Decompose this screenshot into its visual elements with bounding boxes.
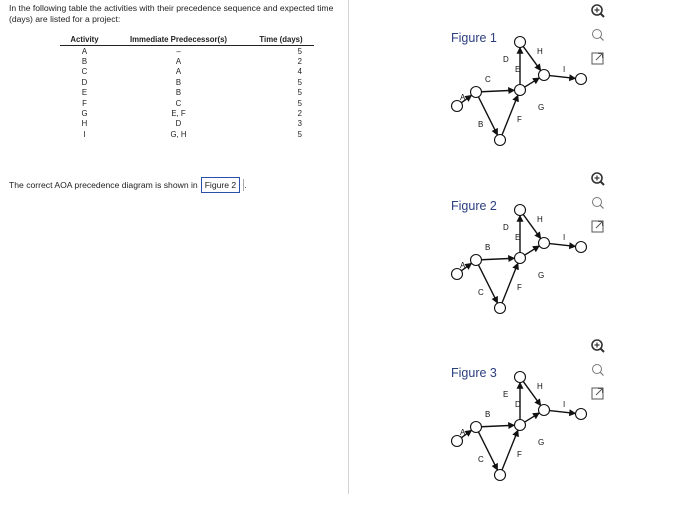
activity-table (60, 34, 314, 140)
table-row (60, 67, 314, 77)
activity-arrow (549, 244, 575, 247)
figure-title: Figure 1 (451, 31, 497, 45)
header-activity: Activity (60, 34, 109, 46)
activity-arrow (478, 97, 497, 135)
cell-activity: E (81, 88, 88, 98)
table-row (60, 77, 314, 87)
activity-label: A (460, 261, 466, 270)
zoom-out-icon[interactable] (587, 361, 609, 379)
activity-arrow (481, 425, 514, 427)
cell-predecessor: A (175, 57, 182, 67)
event-node (576, 74, 587, 85)
event-node (471, 422, 482, 433)
activity-label: H (537, 215, 543, 224)
cell-predecessor: C (175, 98, 182, 108)
cell-predecessor: D (175, 119, 182, 129)
cell-activity: I (83, 129, 86, 139)
activity-arrow (525, 246, 540, 255)
cell-activity: D (81, 77, 88, 87)
activity-label: A (460, 93, 466, 102)
activity-label: F (517, 115, 522, 124)
aoa-diagram (445, 363, 595, 493)
activity-label: G (538, 103, 545, 112)
zoom-out-icon[interactable] (587, 194, 609, 212)
activity-label: C (478, 288, 484, 297)
zoom-in-icon[interactable] (587, 2, 609, 20)
activity-label: I (563, 233, 566, 242)
event-node (539, 238, 550, 249)
activity-label: E (503, 390, 509, 399)
event-node (515, 205, 526, 216)
figure-3 (445, 363, 595, 523)
activity-arrow (549, 411, 575, 414)
cell-activity: C (81, 67, 88, 77)
cell-activity: H (81, 119, 88, 129)
event-node (539, 70, 550, 81)
activity-label: G (538, 271, 545, 280)
activity-arrow (502, 95, 518, 135)
cell-time: 3 (297, 119, 302, 129)
cell-time: 5 (297, 46, 302, 56)
cell-predecessor: B (175, 88, 182, 98)
activity-label: E (515, 233, 521, 242)
cell-time: 5 (297, 98, 302, 108)
event-node (495, 303, 506, 314)
figure-title: Figure 3 (451, 366, 497, 380)
cell-predecessor: A (175, 67, 182, 77)
event-node (495, 470, 506, 481)
event-node (452, 101, 463, 112)
activity-arrow (478, 432, 497, 470)
expand-icon[interactable] (587, 385, 609, 403)
activity-label: B (478, 120, 484, 129)
event-node (515, 253, 526, 264)
event-node (539, 405, 550, 416)
cell-predecessor: – (176, 46, 181, 56)
figure-2 (445, 196, 595, 356)
cell-time: 2 (297, 57, 302, 67)
table-row (60, 108, 314, 118)
event-node (576, 409, 587, 420)
expand-icon[interactable] (587, 50, 609, 68)
table-row (60, 56, 314, 66)
cell-time: 4 (297, 67, 302, 77)
activity-label: I (563, 65, 566, 74)
answer-sentence: The correct AOA precedence diagram is shown in (9, 180, 198, 190)
activity-arrow (502, 263, 518, 303)
cell-activity: F (82, 98, 87, 108)
activity-arrow (525, 413, 540, 422)
activity-label: D (503, 223, 509, 232)
activity-label: B (485, 243, 491, 252)
table-row (60, 119, 314, 129)
event-node (452, 436, 463, 447)
event-node (471, 87, 482, 98)
event-node (515, 372, 526, 383)
activity-label: D (515, 400, 521, 409)
activity-label: E (515, 65, 521, 74)
activity-label: A (460, 428, 466, 437)
activity-label: D (503, 55, 509, 64)
cell-predecessor: G, H (170, 129, 187, 139)
activity-label: I (563, 400, 566, 409)
header-time: Time (days) (248, 34, 314, 46)
table-row (60, 46, 314, 57)
cell-activity: A (81, 46, 88, 56)
cell-time: 5 (297, 88, 302, 98)
cell-predecessor: E, F (171, 109, 186, 119)
activity-arrow (502, 430, 518, 470)
event-node (471, 255, 482, 266)
event-node (452, 269, 463, 280)
answer-line (9, 176, 247, 194)
activity-arrow (549, 76, 575, 79)
answer-period: . (244, 180, 247, 190)
activity-arrow (478, 265, 497, 303)
answer-dropdown[interactable]: Figure 2 (201, 177, 241, 193)
activity-label: B (485, 410, 491, 419)
event-node (515, 420, 526, 431)
cell-time: 5 (297, 129, 302, 139)
event-node (515, 85, 526, 96)
activity-label: G (538, 438, 545, 447)
table-row (60, 88, 314, 98)
header-predecessors: Immediate Predecessor(s) (109, 34, 248, 46)
zoom-in-icon[interactable] (587, 337, 609, 355)
activity-label: H (537, 382, 543, 391)
activity-label: F (517, 283, 522, 292)
activity-label: F (517, 450, 522, 459)
event-node (495, 135, 506, 146)
question-intro: In the following table the activities with their precedence sequence and expected time (days) are listed for a project: (9, 3, 334, 24)
table-header-row (60, 34, 314, 46)
activity-label: C (485, 75, 491, 84)
table-row (60, 98, 314, 108)
activity-label: C (478, 455, 484, 464)
cell-time: 2 (297, 109, 302, 119)
cell-activity: G (81, 109, 88, 119)
cell-predecessor: B (175, 77, 182, 87)
zoom-in-icon[interactable] (587, 170, 609, 188)
zoom-out-icon[interactable] (587, 26, 609, 44)
figure-title: Figure 2 (451, 199, 497, 213)
expand-icon[interactable] (587, 218, 609, 236)
activity-label: H (537, 47, 543, 56)
activity-arrow (525, 78, 540, 87)
activity-arrow (481, 90, 514, 92)
panel-divider (348, 0, 349, 494)
activity-arrow (481, 258, 514, 260)
table-row (60, 129, 314, 139)
cell-activity: B (81, 57, 88, 67)
event-node (576, 242, 587, 253)
aoa-diagram (445, 28, 595, 158)
cell-time: 5 (297, 77, 302, 87)
event-node (515, 37, 526, 48)
aoa-diagram (445, 196, 595, 326)
figure-1 (445, 28, 595, 188)
